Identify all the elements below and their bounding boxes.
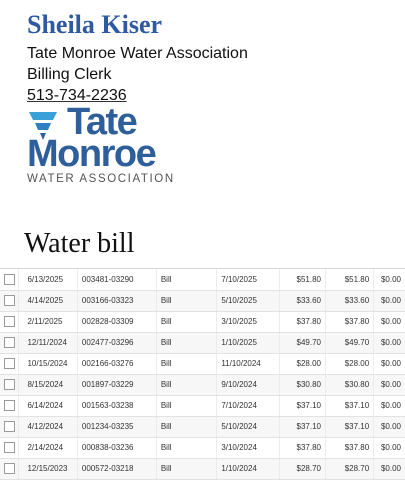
bill-type: Bill: [156, 290, 216, 311]
bill-date: 12/15/2023: [19, 458, 77, 479]
bill-balance: $0.00: [374, 269, 405, 290]
row-checkbox[interactable]: [4, 379, 15, 390]
bill-type: Bill: [156, 269, 216, 290]
logo-line-tate: Tate: [67, 101, 137, 143]
bills-table-container[interactable]: [0, 268, 405, 481]
bill-balance: $0.00: [374, 353, 405, 374]
bill-due-date: 7/10/2025: [217, 269, 280, 290]
bill-due-date: 3/10/2025: [217, 311, 280, 332]
bill-due-date: 3/10/2024: [217, 437, 280, 458]
bill-number: 002477-03296: [77, 332, 156, 353]
table-row[interactable]: [0, 269, 405, 290]
logo-tagline: WATER ASSOCIATION: [27, 173, 175, 185]
table-row[interactable]: [0, 374, 405, 395]
bill-amount: $30.80: [279, 374, 325, 395]
row-checkbox[interactable]: [4, 421, 15, 432]
bill-balance: $0.00: [374, 332, 405, 353]
bill-balance: $0.00: [374, 458, 405, 479]
row-checkbox[interactable]: [4, 337, 15, 348]
table-row[interactable]: [0, 458, 405, 479]
bill-number: 003166-03323: [77, 290, 156, 311]
row-checkbox[interactable]: [4, 400, 15, 411]
bill-amount: $28.00: [279, 353, 325, 374]
table-row[interactable]: [0, 353, 405, 374]
bill-amount: $28.70: [279, 458, 325, 479]
bill-type: Bill: [156, 416, 216, 437]
bill-type: Bill: [156, 458, 216, 479]
signature-phone-link[interactable]: 513-734-2236: [27, 87, 127, 104]
row-checkbox[interactable]: [4, 295, 15, 306]
bill-number: 000838-03236: [77, 437, 156, 458]
bill-balance: $0.00: [374, 311, 405, 332]
bill-due-date: 11/10/2024: [217, 353, 280, 374]
bill-date: 4/14/2025: [19, 290, 77, 311]
bill-type: Bill: [156, 374, 216, 395]
bill-date: 10/15/2024: [19, 353, 77, 374]
bill-open-balance: $37.10: [325, 395, 373, 416]
table-row[interactable]: [0, 437, 405, 458]
bill-amount: $37.10: [279, 395, 325, 416]
table-row[interactable]: [0, 311, 405, 332]
bill-amount: $49.70: [279, 332, 325, 353]
bill-amount: $37.10: [279, 416, 325, 437]
bill-type: Bill: [156, 353, 216, 374]
bill-due-date: 5/10/2025: [217, 290, 280, 311]
bill-due-date: 7/10/2024: [217, 395, 280, 416]
bill-due-date: 1/10/2024: [217, 458, 280, 479]
row-checkbox-cell: [0, 311, 19, 332]
row-checkbox[interactable]: [4, 316, 15, 327]
bill-balance: $0.00: [374, 374, 405, 395]
bill-open-balance: $51.80: [325, 269, 373, 290]
logo-line-monroe: Monroe: [27, 133, 156, 175]
bill-number: 002828-03309: [77, 311, 156, 332]
row-checkbox-cell: [0, 437, 19, 458]
signature-name: Sheila Kiser: [27, 10, 163, 39]
company-logo: [27, 101, 187, 188]
row-checkbox[interactable]: [4, 442, 15, 453]
bill-amount: $37.80: [279, 311, 325, 332]
bill-due-date: 5/10/2024: [217, 416, 280, 437]
table-row[interactable]: [0, 416, 405, 437]
bill-open-balance: $28.70: [325, 458, 373, 479]
table-row[interactable]: [0, 395, 405, 416]
bill-open-balance: $37.80: [325, 437, 373, 458]
row-checkbox-cell: [0, 416, 19, 437]
bill-number: 001234-03235: [77, 416, 156, 437]
bill-number: 001897-03229: [77, 374, 156, 395]
row-checkbox[interactable]: [4, 463, 15, 474]
signature-role: Billing Clerk: [27, 66, 112, 83]
row-checkbox-cell: [0, 395, 19, 416]
bill-open-balance: $28.00: [325, 353, 373, 374]
bill-number: 002166-03276: [77, 353, 156, 374]
bill-date: 2/11/2025: [19, 311, 77, 332]
bill-balance: $0.00: [374, 290, 405, 311]
bill-type: Bill: [156, 437, 216, 458]
bill-type: Bill: [156, 311, 216, 332]
bill-date: 8/15/2024: [19, 374, 77, 395]
row-checkbox[interactable]: [4, 274, 15, 285]
bill-date: 6/13/2025: [19, 269, 77, 290]
bill-balance: $0.00: [374, 416, 405, 437]
bill-number: 001563-03238: [77, 395, 156, 416]
bill-number: 000572-03218: [77, 458, 156, 479]
bill-type: Bill: [156, 332, 216, 353]
bill-open-balance: $49.70: [325, 332, 373, 353]
table-row[interactable]: [0, 332, 405, 353]
row-checkbox-cell: [0, 353, 19, 374]
row-checkbox-cell: [0, 269, 19, 290]
bill-open-balance: $30.80: [325, 374, 373, 395]
bill-balance: $0.00: [374, 395, 405, 416]
bills-table: [0, 269, 405, 480]
bill-date: 4/12/2024: [19, 416, 77, 437]
table-row[interactable]: [0, 290, 405, 311]
bill-amount: $33.60: [279, 290, 325, 311]
bill-open-balance: $33.60: [325, 290, 373, 311]
bill-due-date: 9/10/2024: [217, 374, 280, 395]
bill-amount: $51.80: [279, 269, 325, 290]
row-checkbox-cell: [0, 458, 19, 479]
bill-date: 2/14/2024: [19, 437, 77, 458]
bill-amount: $37.80: [279, 437, 325, 458]
page-heading: Water bill: [24, 228, 135, 259]
row-checkbox-cell: [0, 374, 19, 395]
row-checkbox-cell: [0, 290, 19, 311]
bill-date: 12/11/2024: [19, 332, 77, 353]
bill-open-balance: $37.10: [325, 416, 373, 437]
bill-number: 003481-03290: [77, 269, 156, 290]
signature-company: Tate Monroe Water Association: [27, 45, 248, 62]
bill-type: Bill: [156, 395, 216, 416]
bill-date: 6/14/2024: [19, 395, 77, 416]
bill-open-balance: $37.80: [325, 311, 373, 332]
row-checkbox[interactable]: [4, 358, 15, 369]
bill-due-date: 1/10/2025: [217, 332, 280, 353]
row-checkbox-cell: [0, 332, 19, 353]
bill-balance: $0.00: [374, 437, 405, 458]
